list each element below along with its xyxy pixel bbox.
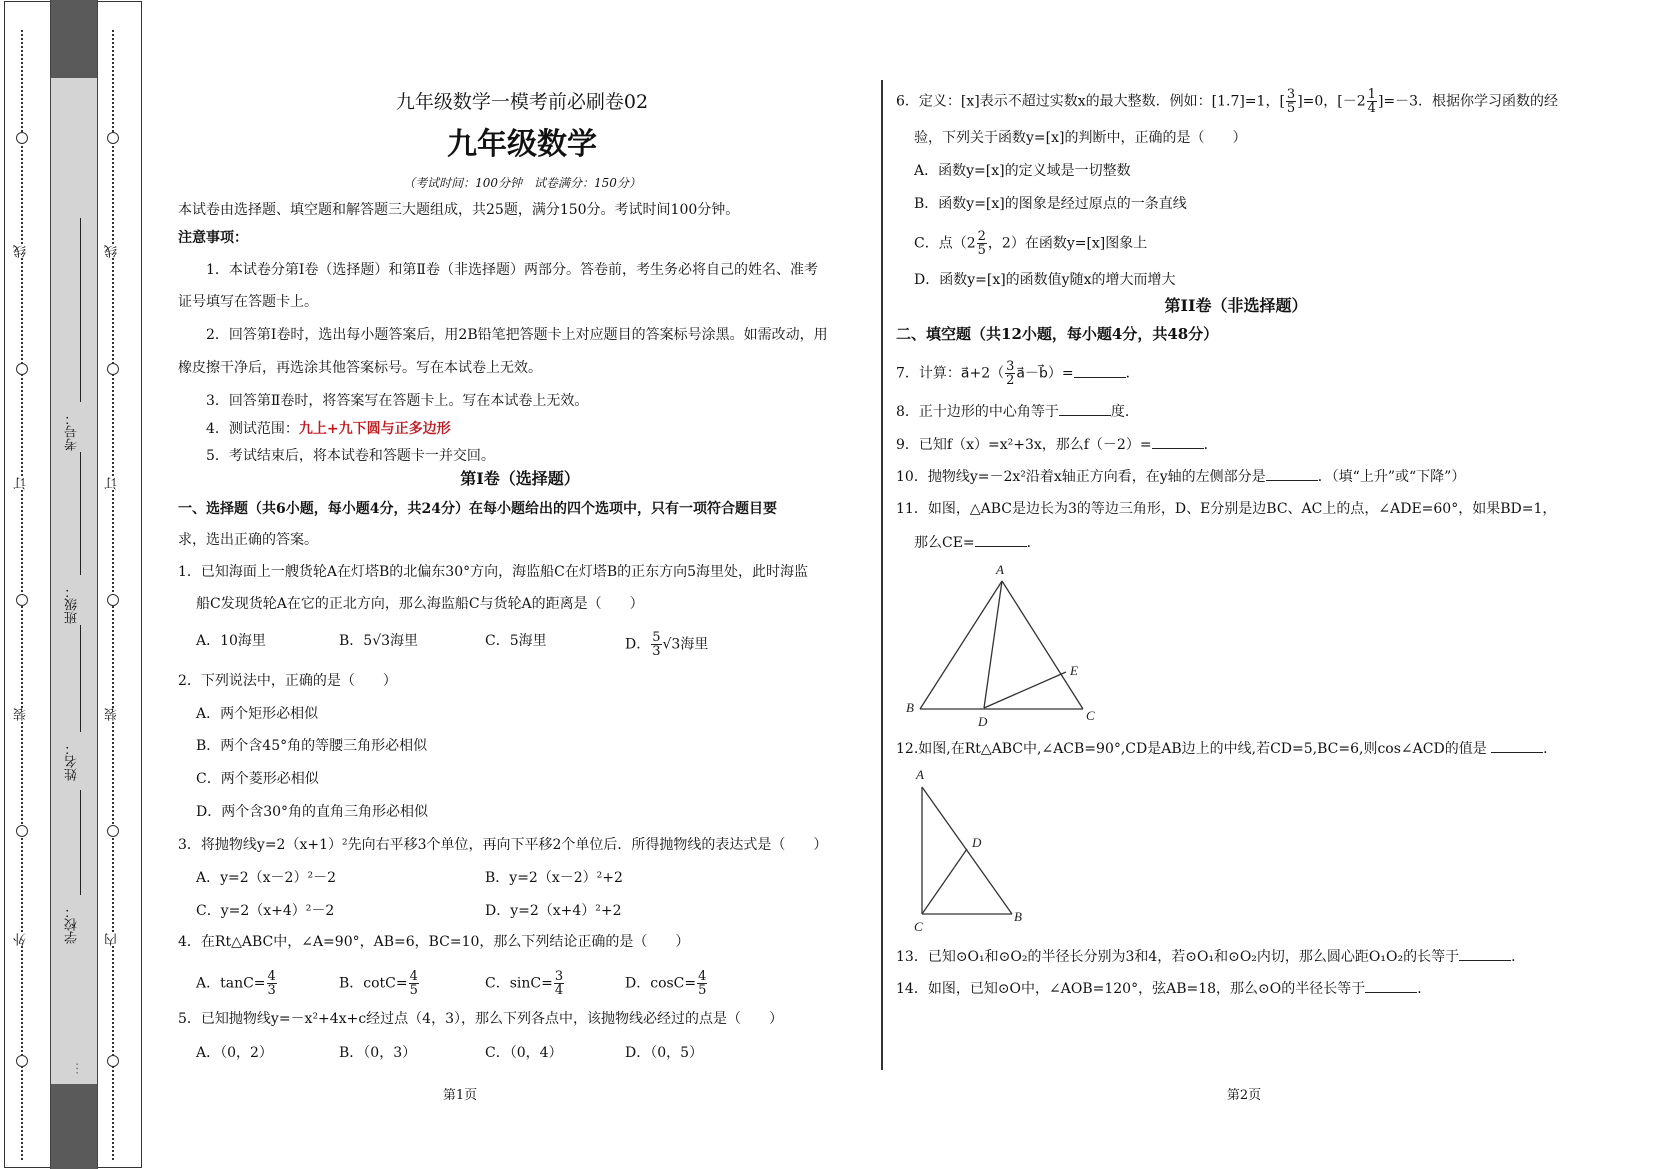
- text: 14．如图，已知⊙O中，∠AOB=120°，弦AB=18，那么⊙O的半径长等于: [896, 981, 1366, 997]
- vertex-c: C: [1086, 708, 1095, 723]
- answer-blank[interactable]: [1365, 978, 1417, 993]
- q1-option-a: A．10海里: [196, 633, 266, 649]
- answer-blank[interactable]: [1152, 434, 1204, 449]
- numerator: 3: [1006, 359, 1015, 374]
- q2-option-b: B．两个含45°角的等腰三角形必相似: [196, 738, 428, 754]
- vertex-a: A: [996, 562, 1004, 577]
- q3-option-d: D．y=2（x+4）²+2: [485, 903, 622, 919]
- answer-blank[interactable]: [1074, 363, 1126, 378]
- fraction: [267, 970, 277, 997]
- circle-icon: [16, 132, 28, 144]
- q3-stem: 3．将抛物线y=2（x+1）²先向右平移3个单位，再向下平移2个单位后．所得抛物线的表达式是（ ）: [178, 837, 828, 853]
- exam-number-field[interactable]: [80, 218, 81, 402]
- answer-blank[interactable]: [1491, 738, 1543, 753]
- q4-option-a: [196, 970, 278, 997]
- fraction: [651, 631, 661, 658]
- text: ．（填“上升”或“下降”）: [1317, 469, 1466, 485]
- circle-icon: [16, 825, 28, 837]
- q5-option-b: B．（0，3）: [339, 1045, 417, 1061]
- fraction: [697, 970, 707, 997]
- vertex-d: D: [972, 835, 982, 850]
- denominator: 2: [1006, 373, 1015, 388]
- circle-icon: [107, 132, 119, 144]
- q4-option-b: [339, 970, 420, 997]
- numerator: 4: [267, 969, 276, 984]
- q12: [896, 738, 1557, 759]
- note-3: 3．回答第Ⅱ卷时，将答案写在答题卡上。写在本试卷上无效。: [206, 393, 589, 409]
- notes-heading: 注意事项：: [178, 230, 248, 246]
- text: ]=－3．根据你学习函数的经: [1377, 93, 1559, 110]
- q14: [896, 978, 1431, 999]
- text: 10．抛物线y=－2x²沿着x轴正方向看，在y轴的左侧部分是: [896, 469, 1266, 485]
- q10: [896, 466, 1465, 487]
- dark-block-top: [51, 0, 97, 78]
- section2-heading: 二、填空题（共12小题，每小题4分，共48分）: [896, 325, 1219, 343]
- note-2: 2．回答第Ⅰ卷时，选出每小题答案后，用2B铅笔把答题卡上对应题目的答案标号涂黑。如需改动，用: [206, 327, 828, 343]
- q4-option-c: [485, 970, 565, 997]
- option-text: √3海里: [662, 636, 709, 653]
- vertex-b: B: [906, 700, 914, 715]
- text: 13．已知⊙O₁和⊙O₂的半径长分别为3和4，若⊙O₁和⊙O₂内切，那么圆心距O₁O₂的长等于: [896, 949, 1460, 965]
- q4-option-d: [625, 970, 708, 997]
- circle-icon: [16, 363, 28, 375]
- figure-equilateral-triangle: [900, 560, 1120, 730]
- q11-stem-cont: [914, 532, 1041, 553]
- q5-stem: 5．已知抛物线y=－x²+4x+c经过点（4，3），那么下列各点中，该抛物线必经过的点是（ ）: [178, 1011, 783, 1027]
- subject-title: 九年级数学: [447, 127, 597, 162]
- test-scope: 九上+九下圆与正多边形: [298, 421, 451, 437]
- q1-option-d: [625, 631, 708, 658]
- text: ．: [1417, 981, 1432, 997]
- numerator: 4: [409, 969, 418, 984]
- exam-number-label: 考号：: [65, 412, 80, 451]
- text: 7．计算：a⃗+2（: [896, 365, 1005, 382]
- text: ．: [1543, 741, 1558, 757]
- class-label: 班级：: [65, 585, 80, 624]
- fraction: [977, 230, 987, 257]
- outer-label: 外: [14, 933, 29, 946]
- vertex-b: B: [1014, 909, 1022, 924]
- option-label: D．: [625, 636, 651, 653]
- q2-option-d: D．两个含30°角的直角三角形必相似: [196, 804, 429, 820]
- note-2-cont: 橡皮擦干净后，再选涂其他答案标号。写在本试卷上无效。: [178, 360, 542, 376]
- circle-icon: [16, 1055, 28, 1067]
- text: 那么CE=: [914, 535, 975, 551]
- note-4: [206, 419, 451, 439]
- page-divider: [881, 80, 883, 1070]
- q8: [896, 401, 1139, 422]
- section1-heading: 一、选择题（共6小题，每小题4分，共24分）在每小题给出的四个选项中，只有一项符合题目要: [178, 501, 777, 517]
- numerator: 5: [652, 630, 661, 645]
- q3-option-a: A．y=2（x－2）²－2: [196, 870, 336, 886]
- answer-blank[interactable]: [975, 532, 1027, 547]
- circle-icon: [107, 363, 119, 375]
- q6-option-c: [914, 230, 1147, 257]
- inner-label: 线: [105, 245, 120, 258]
- q1-stem: 1．已知海面上一艘货轮A在灯塔B的北偏东30°方向，海监船C在灯塔B的正东方向5海里处，此时海监: [178, 564, 809, 580]
- outer-label: 线: [14, 245, 29, 258]
- fraction: [1005, 360, 1015, 387]
- denominator: 4: [554, 983, 564, 998]
- vertex-c: C: [914, 919, 923, 934]
- q5-option-a: A．（0，2）: [196, 1045, 273, 1061]
- denominator: 5: [977, 243, 986, 258]
- text: 6．定义：[x]表示不超过实数x的最大整数．例如：[1.7]=1，[: [896, 93, 1285, 110]
- fraction: [409, 970, 419, 997]
- intro-text: 本试卷由选择题、填空题和解答题三大题组成，共25题，满分150分。考试时间100分钟。: [178, 202, 740, 218]
- circle-icon: [107, 594, 119, 606]
- option-label: A．tanC=: [196, 975, 266, 992]
- paper-title: 九年级数学一模考前必刷卷02: [395, 91, 649, 113]
- segment-ad: [984, 581, 1002, 708]
- exam-info: （考试时间：100分钟 试卷满分：150分）: [403, 176, 641, 190]
- outer-label: 订: [14, 477, 29, 490]
- denominator: 5: [409, 983, 418, 998]
- median-cd: [922, 849, 967, 914]
- fraction: [1367, 88, 1377, 115]
- answer-blank[interactable]: [1266, 466, 1318, 481]
- circle-icon: [107, 1055, 119, 1067]
- side-ab: [920, 581, 1002, 709]
- fraction: [554, 970, 564, 997]
- q1-stem-cont: 船C发现货轮A在它的正北方向，那么海监船C与货轮A的距离是（ ）: [196, 596, 644, 612]
- q6-option-a: A．函数y=[x]的定义域是一切整数: [914, 163, 1131, 179]
- ellipsis: …: [67, 1062, 82, 1075]
- text: ．: [1203, 437, 1218, 453]
- text: ]=0，[－2: [1297, 93, 1366, 110]
- q3-option-c: C．y=2（x+4）²－2: [196, 903, 335, 919]
- q5-option-c: C．（0，4）: [485, 1045, 563, 1061]
- page-number-1: 第1页: [442, 1088, 478, 1103]
- name-field[interactable]: [80, 625, 81, 732]
- answer-blank[interactable]: [1459, 946, 1511, 961]
- vertex-d: D: [978, 714, 988, 729]
- note-4-label: 4．测试范围：: [206, 421, 299, 437]
- text: ．: [1125, 365, 1140, 382]
- denominator: 3: [267, 983, 276, 998]
- text: ．: [1511, 949, 1526, 965]
- q6-stem: [896, 88, 1558, 115]
- school-label: 学校：: [65, 905, 80, 944]
- text: 12.如图,在Rt△ABC中,∠ACB=90°,CD是AB边上的中线,若CD=5,BC=6,则cos∠ACD的值是: [896, 741, 1492, 757]
- inner-label: 内: [105, 933, 120, 946]
- denominator: 4: [1367, 101, 1376, 116]
- q6-option-d: D．函数y=[x]的函数值y随x的增大而增大: [914, 272, 1176, 288]
- text: 度．: [1110, 404, 1139, 420]
- option-label: C．sinC=: [485, 975, 553, 992]
- text: a⃗－b⃗）=: [1016, 365, 1074, 382]
- q2-stem: 2．下列说法中，正确的是（ ）: [178, 673, 397, 689]
- q4-stem: 4．在Rt△ABC中，∠A=90°，AB=6，BC=10，那么下列结论正确的是（ ）: [178, 934, 690, 950]
- q3-option-b: B．y=2（x－2）²+2: [485, 870, 623, 886]
- circle-icon: [107, 825, 119, 837]
- name-label: 姓名：: [65, 742, 80, 781]
- part2-heading: 第II卷（非选择题）: [1164, 296, 1308, 315]
- denominator: 3: [652, 644, 661, 659]
- note-5: 5．考试结束后，将本试卷和答题卡一并交回。: [206, 448, 495, 464]
- section1-heading-cont: 求，选出正确的答案。: [178, 532, 318, 548]
- q6-option-b: B．函数y=[x]的图象是经过原点的一条直线: [914, 196, 1187, 212]
- inner-label: 订: [105, 477, 120, 490]
- q11-stem: 11．如图，△ABC是边长为3的等边三角形，D、E分别是边BC、AC上的点，∠ADE=60°，如果BD=1，: [896, 501, 1557, 517]
- q2-option-a: A．两个矩形必相似: [196, 706, 319, 722]
- figure-right-triangle: [900, 765, 1040, 935]
- dark-block-bottom: [51, 1084, 97, 1169]
- option-label: D．cosC=: [625, 975, 697, 992]
- circle-icon: [16, 594, 28, 606]
- text: C．点（2: [914, 235, 976, 252]
- q1-option-b: B．5√3海里: [339, 633, 419, 649]
- inner-label: 装: [105, 708, 120, 721]
- text: 9．已知f（x）=x²+3x，那么f（－2）=: [896, 437, 1152, 453]
- q9: [896, 434, 1218, 455]
- q6-stem-cont: 验，下列关于函数y=[x]的判断中，正确的是（ ）: [914, 130, 1247, 146]
- numerator: 3: [554, 969, 564, 984]
- vertex-a: A: [916, 767, 924, 782]
- q13: [896, 946, 1525, 967]
- numerator: 3: [1286, 87, 1296, 102]
- vertex-e: E: [1070, 663, 1078, 678]
- segment-de: [984, 672, 1066, 708]
- note-1-cont: 证号填写在答题卡上。: [178, 294, 318, 310]
- numerator: 4: [698, 969, 707, 984]
- school-field[interactable]: [80, 790, 81, 895]
- side-ac: [1002, 581, 1083, 709]
- note-1: 1．本试卷分第Ⅰ卷（选择题）和第Ⅱ卷（非选择题）两部分。答卷前，考生务必将自己的姓名、准考: [206, 262, 818, 278]
- outer-label: 装: [14, 708, 29, 721]
- denominator: 5: [698, 983, 707, 998]
- q1-option-c: C．5海里: [485, 633, 547, 649]
- part1-heading: 第Ⅰ卷（选择题）: [460, 469, 580, 488]
- denominator: 5: [1286, 101, 1296, 116]
- numerator: 1: [1367, 87, 1376, 102]
- q7: [896, 360, 1140, 387]
- text: ，2）在函数y=[x]图象上: [987, 235, 1148, 252]
- numerator: 2: [977, 229, 986, 244]
- q5-option-d: D．（0，5）: [625, 1045, 704, 1061]
- class-field[interactable]: [80, 452, 81, 575]
- option-label: B．cotC=: [339, 975, 408, 992]
- fraction: [1286, 88, 1296, 115]
- answer-blank[interactable]: [1059, 401, 1111, 416]
- text: 8．正十边形的中心角等于: [896, 404, 1059, 420]
- page-number-2: 第2页: [1226, 1088, 1262, 1103]
- text: ．: [1026, 535, 1041, 551]
- q2-option-c: C．两个菱形必相似: [196, 771, 319, 787]
